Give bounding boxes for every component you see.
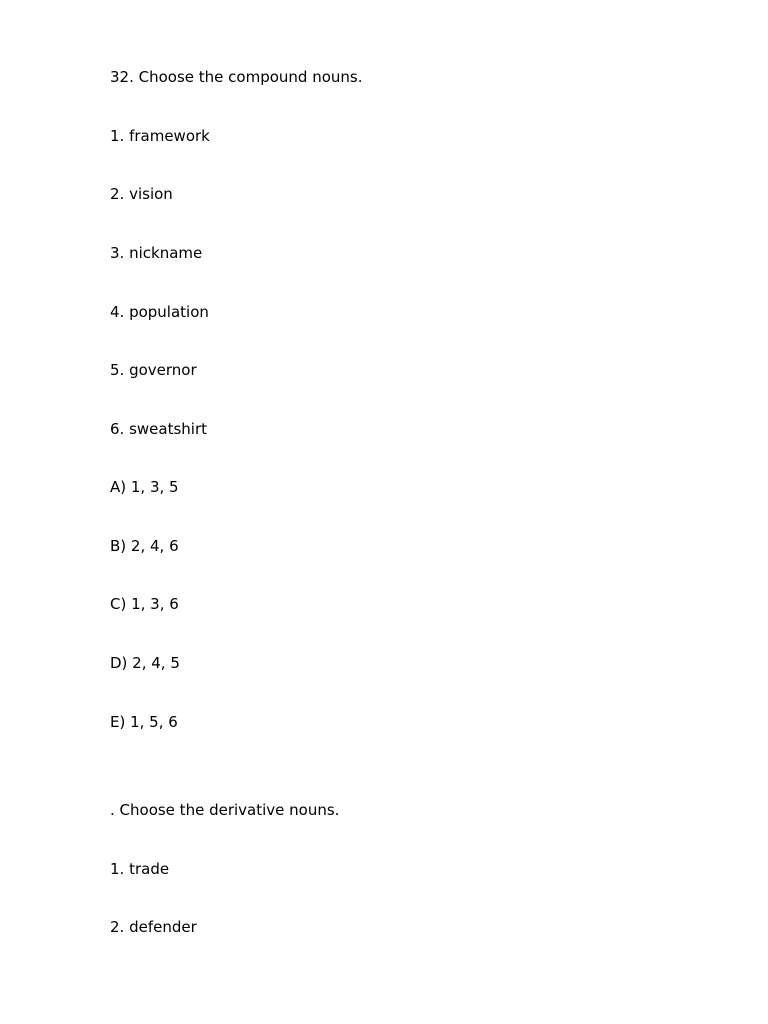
question-32-option-a: A) 1, 3, 5 (110, 478, 179, 496)
question-32-option-b: B) 2, 4, 6 (110, 537, 179, 555)
question-next-item-2: 2. defender (110, 918, 197, 936)
question-32-item-1: 1. framework (110, 127, 210, 145)
question-32-item-5: 5. governor (110, 361, 197, 379)
question-32-option-c: C) 1, 3, 6 (110, 595, 179, 613)
question-32-item-4: 4. population (110, 303, 209, 321)
question-32-option-e: E) 1, 5, 6 (110, 713, 178, 731)
question-next-item-1: 1. trade (110, 860, 170, 878)
question-next-prompt: . Choose the derivative nouns. (110, 801, 340, 819)
question-32-option-d: D) 2, 4, 5 (110, 654, 180, 672)
question-32-prompt: 32. Choose the compound nouns. (110, 68, 363, 86)
question-32-item-3: 3. nickname (110, 244, 203, 262)
question-32-item-2: 2. vision (110, 185, 173, 203)
question-32-item-6: 6. sweatshirt (110, 420, 208, 438)
